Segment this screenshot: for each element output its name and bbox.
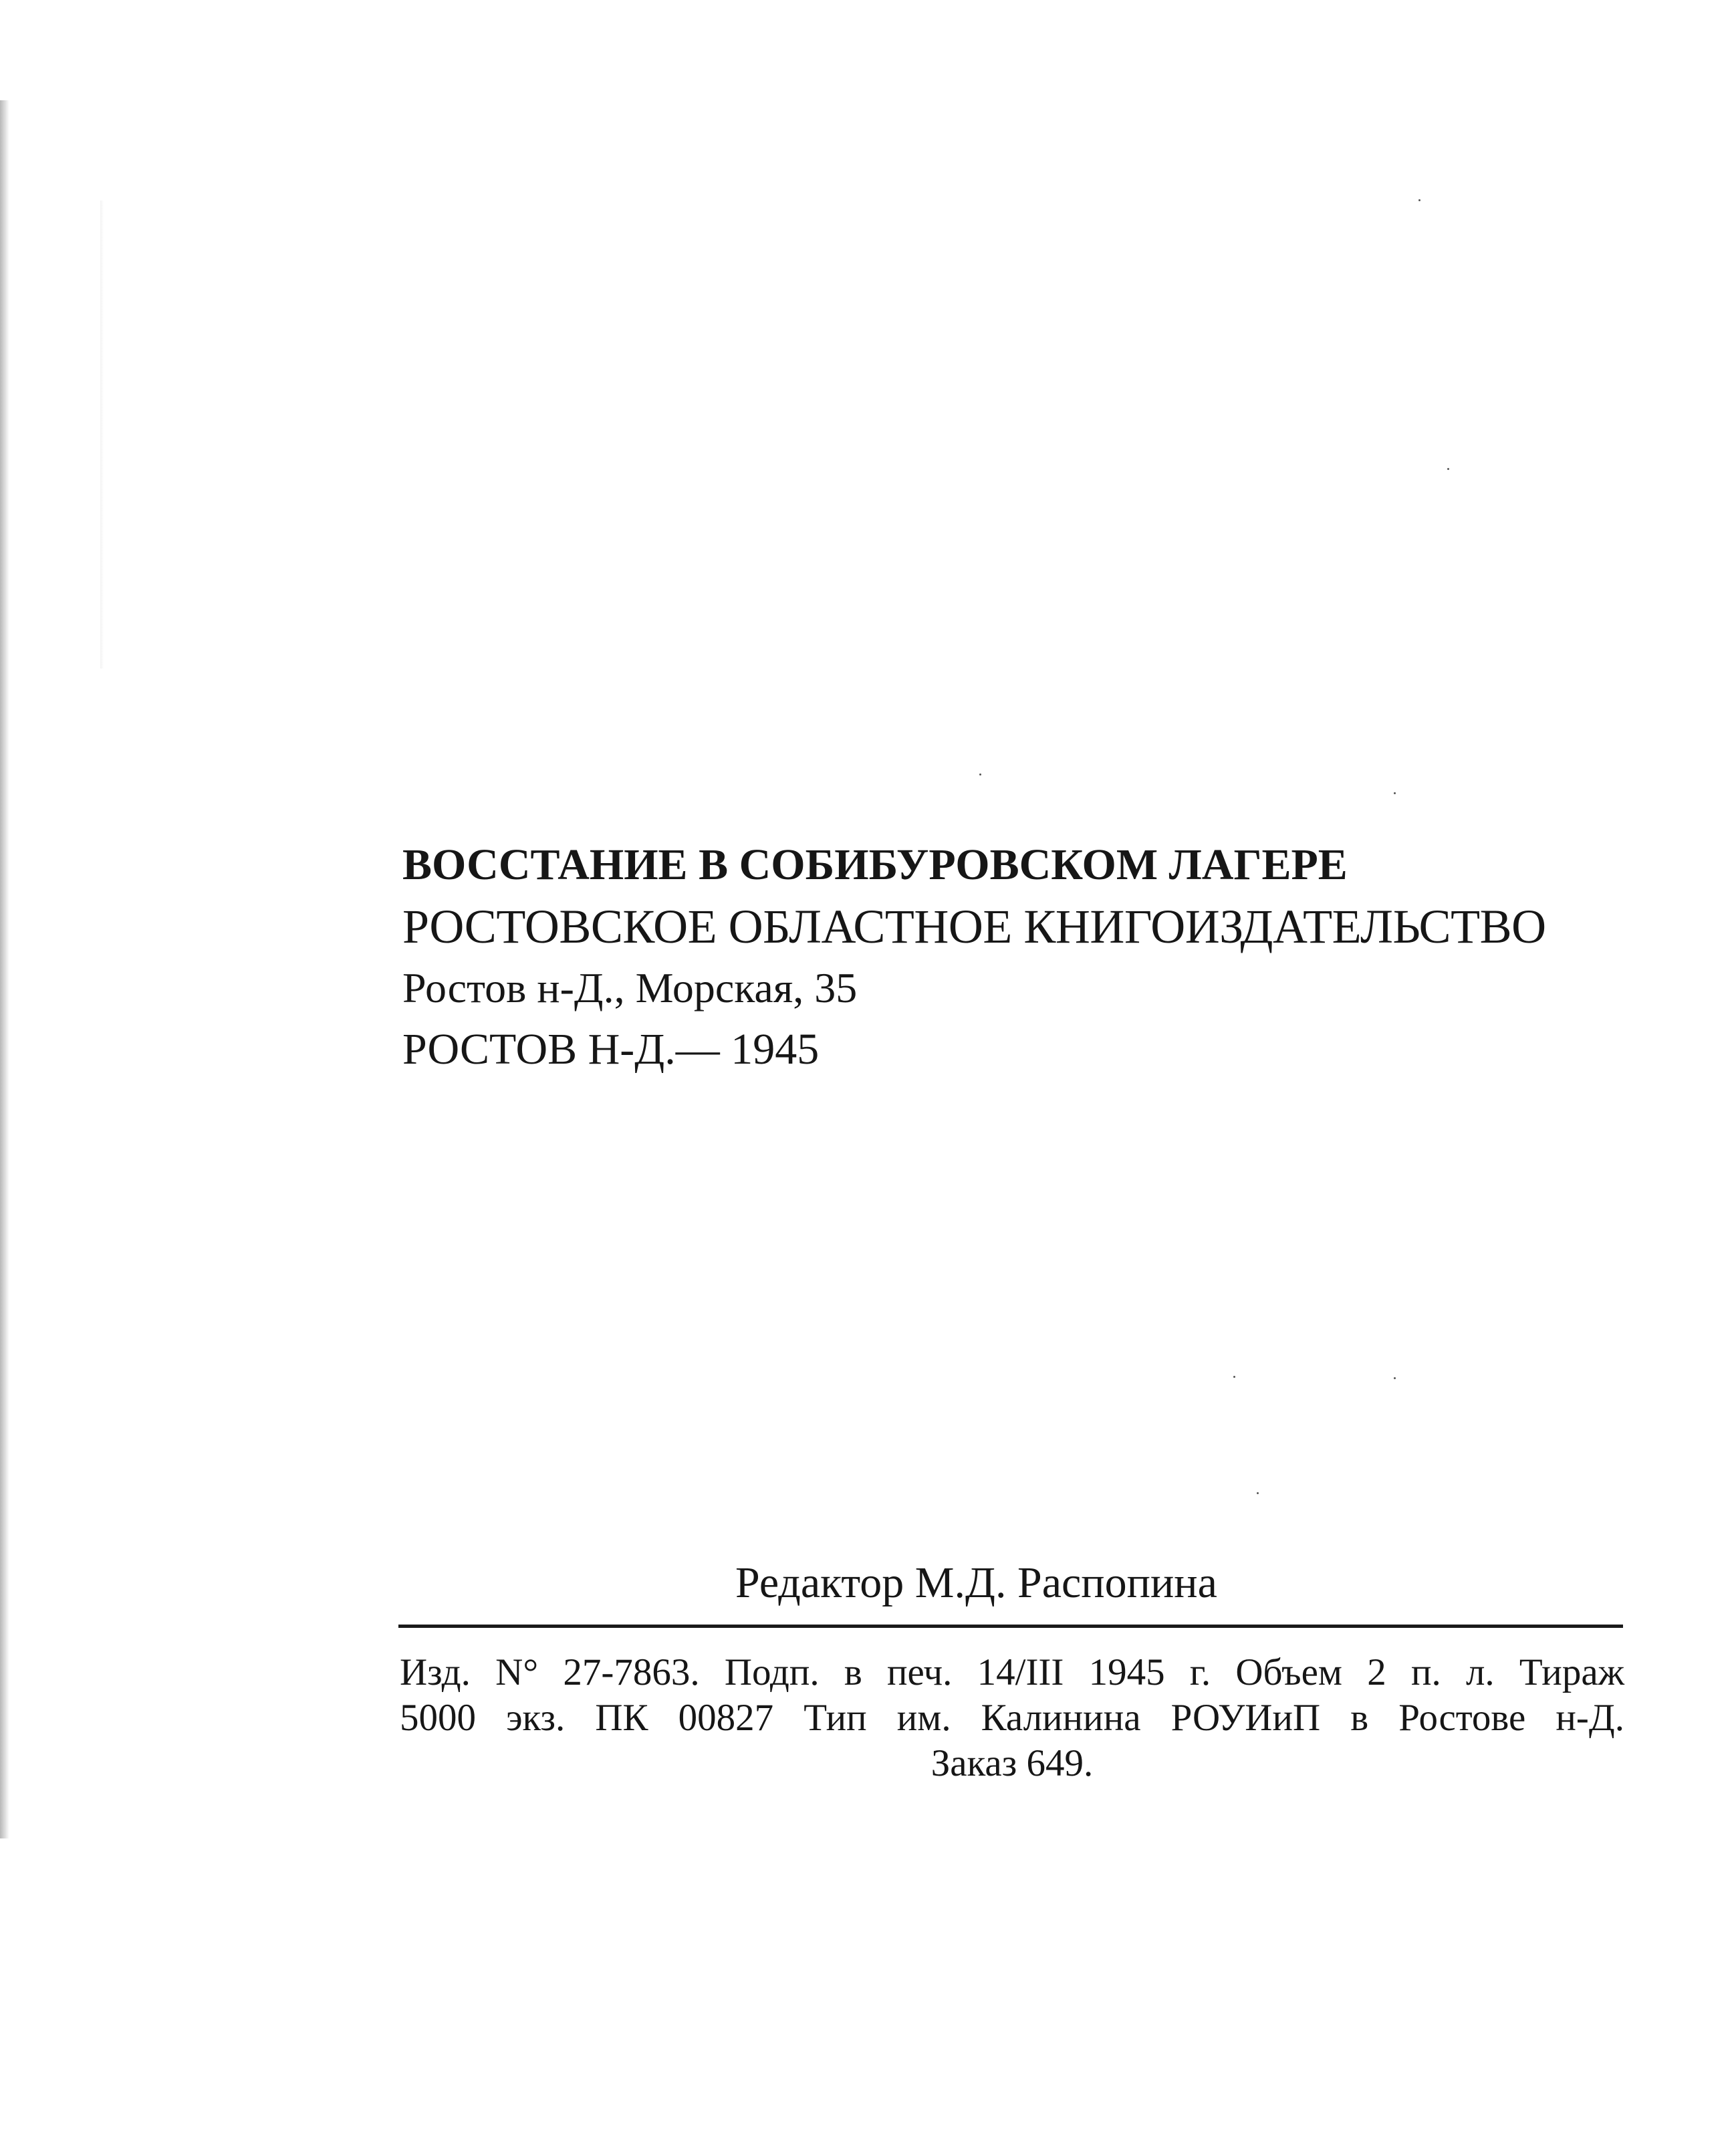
divider-rule (398, 1625, 1623, 1628)
scan-speck (1394, 792, 1396, 794)
editor-credit: Редактор М.Д. Распопина (735, 1558, 1217, 1607)
colophon-line: Заказ 649. (931, 1742, 1094, 1784)
colophon-line: Изд. N° 27-7863. Подп. в печ. 14/III 1945 г. Объем 2 п. л. Тираж (400, 1651, 1624, 1693)
scan-shadow-faint (100, 201, 104, 669)
imprint-block (402, 834, 1639, 1080)
colophon-line: 5000 экз. ПК 00827 Тип им. Калинина РОУИиП в Ростове н-Д. (400, 1697, 1624, 1739)
city-year: РОСТОВ Н-Д.— 1945 (402, 1025, 820, 1074)
book-title: ВОССТАНИЕ В СОБИБУРОВСКОМ ЛАГЕРЕ (402, 840, 1348, 889)
publisher-name: РОСТОВСКОЕ ОБЛАСТНОЕ КНИГОИЗДАТЕЛЬСТВО (402, 900, 1546, 953)
scan-speck (979, 773, 981, 775)
publisher-address: Ростов н-Д., Морская, 35 (402, 964, 858, 1011)
scan-speck (1257, 1492, 1259, 1494)
scan-shadow (0, 100, 9, 1838)
colophon-block (400, 1650, 1624, 1786)
scan-speck (1447, 468, 1449, 470)
scan-speck (1394, 1377, 1396, 1379)
scan-speck (1233, 1376, 1235, 1378)
scan-speck (1418, 199, 1420, 201)
